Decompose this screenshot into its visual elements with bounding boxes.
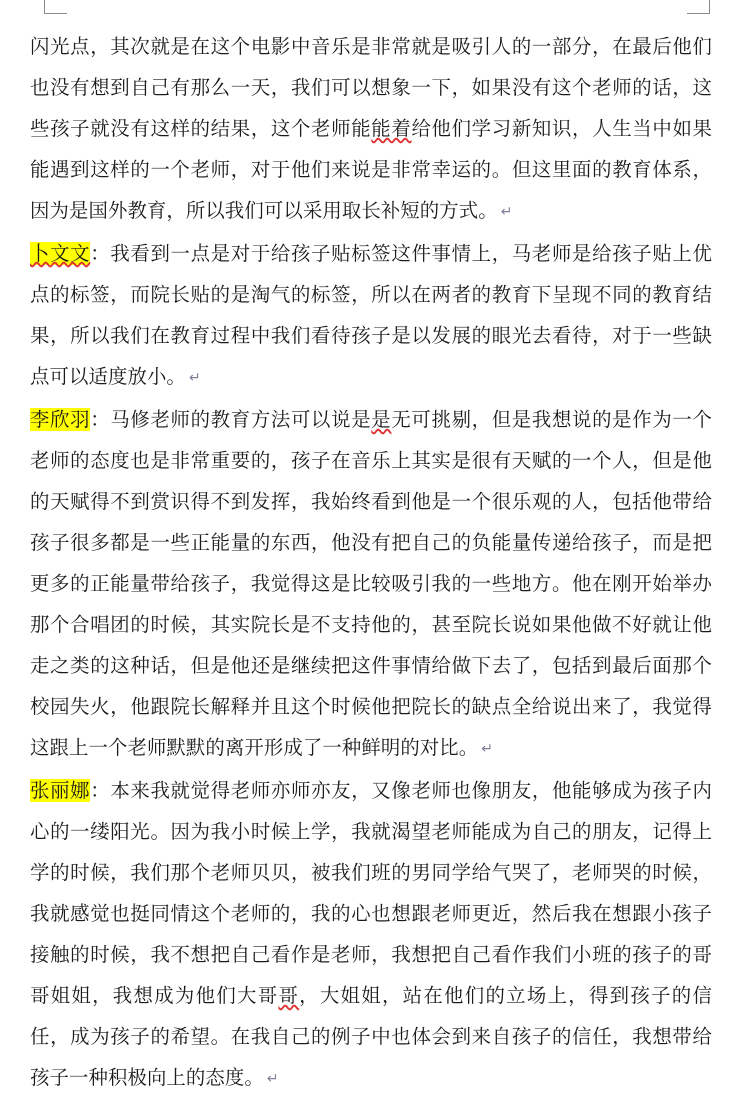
- document-text-body[interactable]: [30, 26, 712, 1100]
- return-mark-icon: ↵: [500, 204, 513, 220]
- margin-crop-mark-top-right: [687, 0, 710, 14]
- paragraph-4-body-post: ，大姐姐，站在他们的立场上，得到孩子的信任，成为孩子的希望。在我自己的例子中也体会到来自孩子的信任，我想带给孩子一种积极向上的态度。: [30, 984, 712, 1089]
- return-mark-icon: ↵: [266, 1071, 279, 1087]
- paragraph-4-spellcheck-text: 哥: [278, 984, 300, 1007]
- paragraph-2-colon: ：: [90, 242, 111, 265]
- speaker-name-zhang-lina: 张丽娜: [30, 779, 91, 802]
- paragraph-2-body: 我看到一点是对于给孩子贴标签这件事情上，马老师是给孩子贴上优点的标签，而院长贴的是淘气的标签，所以在两者的教育下呈现不同的教育结果，所以我们在教育过程中我们看待孩子是以发展的眼光去看待，对于一些缺点可以适度放小。: [30, 242, 712, 388]
- paragraph-4-body-pre: 本来我就觉得老师亦师亦友，又像老师也像朋友，他能够成为孩子内心的一缕阳光。因为我小时候上学，我就渴望老师能成为自己的朋友，记得上学的时候，我们那个老师贝贝，被我们班的男同学给气哭了，老师哭的时候，我就感觉也挺同情这个老师的，我的心也想跟老师更近，然后我在想跟小孩子接触的时候，我不想把自己看作是老师，我想把自己看作我们小班的孩子的哥哥姐姐，我想成为他们大哥: [30, 779, 712, 1007]
- return-mark-icon: ↵: [481, 741, 494, 757]
- paragraph-1-text-part-1: 闪光点，其次就是在这个电影中音乐是非常就是吸引人的一部分，在最后他们也没有想到自己有那么一天，我们可以想象一下，如果没有这个老师的话，这些孩子就没有这样的结果，这个老师能: [30, 35, 712, 140]
- paragraph-3-colon: ：: [90, 408, 111, 431]
- speaker-name-bu-wenwen: 卜文文: [30, 242, 91, 265]
- return-mark-icon: ↵: [188, 370, 201, 386]
- paragraph-1-spellcheck-text: 能着: [371, 117, 412, 140]
- paragraph-3-body-pre: 马修老师的教育方法可以说是: [110, 408, 372, 431]
- paragraph-1-text-part-2: 给他们学习新知识，人生当中如果能遇到这样的一个老师，对于他们来说是非常幸运的。但这里面的教育体系，因为是国外教育，所以我们可以采用取长补短的方式。: [30, 117, 713, 222]
- paragraph-3-body-post: 无可挑剔，但是我想说的是作为一个老师的态度也是非常重要的，孩子在音乐上其实是很有天赋的一个人，但是他的天赋得不到赏识得不到发挥，我始终看到他是一个很乐观的人，包括他带给孩子很多都是一些正能量的东西，他没有把自己的负能量传递给孩子，而是把更多的正能量带给孩子，我觉得这是比较吸引我的一些地方。他在刚开始举办那个合唱团的时候，其实院长是不支持他的，甚至院长说如果他做不好就让他走之类的这种话，但是他还是继续把这件事情给做下去了，包括到最后面那个校园失火，他跟院长解释并且这个时候他把院长的缺点全给说出来了，我觉得这跟上一个老师默默的离开形成了一种鲜明的对比。: [30, 408, 712, 759]
- paragraph-3-spellcheck-text: 是: [371, 408, 392, 431]
- paragraph-1[interactable]: [30, 26, 712, 233]
- paragraph-4-colon: ：: [90, 779, 111, 802]
- speaker-name-li-xinyu: 李欣羽: [30, 408, 91, 431]
- margin-crop-mark-top-left: [44, 0, 67, 14]
- paragraph-3[interactable]: [30, 399, 712, 770]
- paragraph-2[interactable]: [30, 233, 712, 399]
- paragraph-4[interactable]: [30, 770, 712, 1100]
